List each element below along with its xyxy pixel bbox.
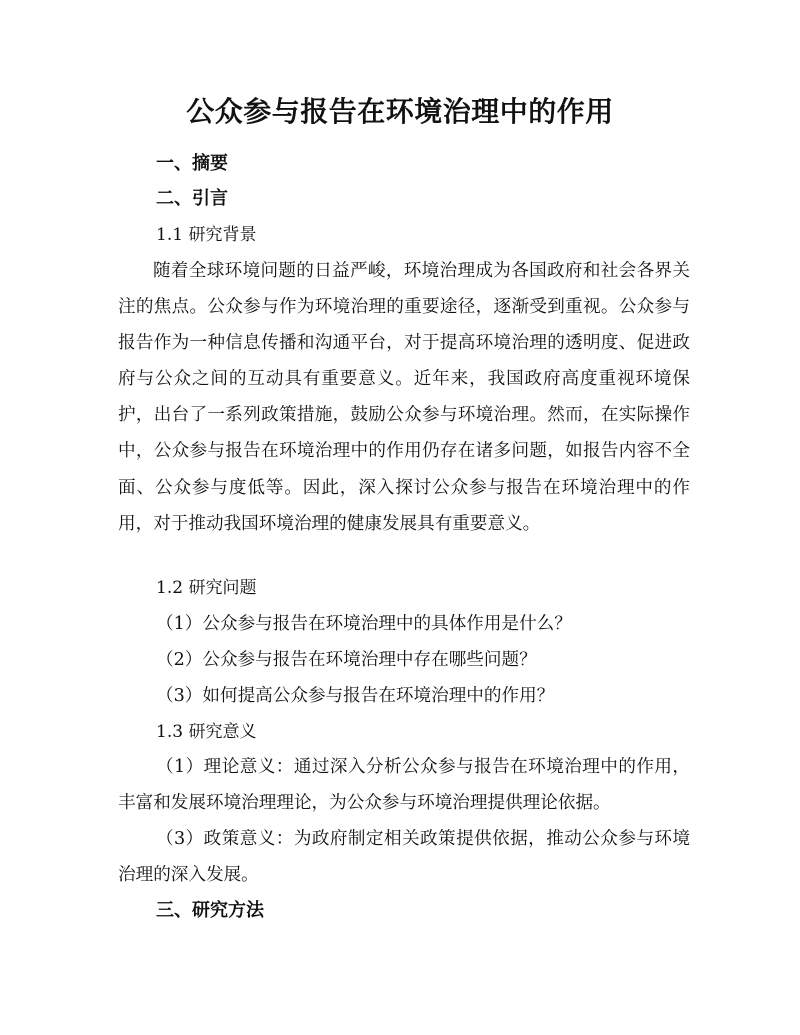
question-item-2: （2）公众参与报告在环境治理中存在哪些问题？ [156, 650, 537, 670]
section-heading-abstract: 一、摘要 [156, 153, 228, 174]
significance-paragraph-policy: （3）政策意义：为政府制定相关政策提供依据，推动公众参与环境治理的深入发展。 [118, 829, 690, 886]
section-heading-introduction: 二、引言 [156, 188, 228, 209]
subsection-heading-questions: 1.2 研究问题 [156, 578, 257, 598]
subsection-heading-significance: 1.3 研究意义 [156, 722, 257, 742]
page-title: 公众参与报告在环境治理中的作用 [186, 95, 614, 128]
question-item-1: （1）公众参与报告在环境治理中的具体作用是什么？ [156, 614, 572, 634]
subsection-heading-background: 1.1 研究背景 [156, 225, 257, 245]
background-paragraph: 随着全球环境问题的日益严峻，环境治理成为各国政府和社会各界关注的焦点。公众参与作为环境治理的重要途径，逐渐受到重视。公众参与报告作为一种信息传播和沟通平台，对于提高环境治理的透明度、促进政府与公众之间的互动具有重要意义。近年来，我国政府高度重视环境保护，出台了一系列政策措施，鼓励公众参与环境治理。然而，在实际操作中，公众参与报告在环境治理中的作用仍存在诸多问题，如报告内容不全面、公众参与度低等。因此，深入探讨公众参与报告在环境治理中的作用，对于推动我国环境治理的健康发展具有重要意义。 [118, 261, 690, 534]
section-heading-methods: 三、研究方法 [156, 900, 264, 921]
question-item-3: （3）如何提高公众参与报告在环境治理中的作用？ [156, 686, 555, 706]
significance-paragraph-theory: （1）理论意义：通过深入分析公众参与报告在环境治理中的作用，丰富和发展环境治理理论，为公众参与环境治理提供理论依据。 [118, 757, 690, 814]
